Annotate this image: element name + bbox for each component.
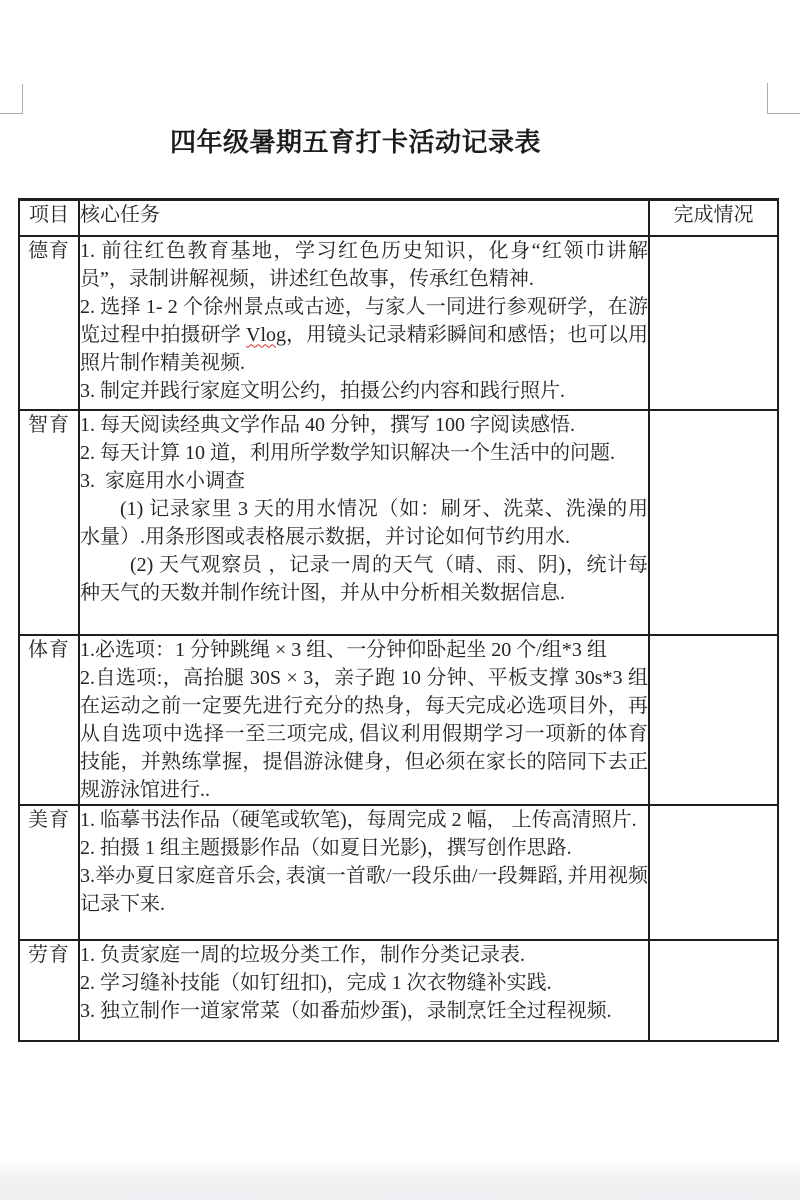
- tasks-cell: [79, 635, 649, 805]
- completion-status-cell: [649, 635, 778, 805]
- table-row: [19, 410, 778, 635]
- task-text: 3. 家庭用水小调查: [80, 469, 245, 492]
- task-text: 3. 制定并践行家庭文明公约，拍摄公约内容和践行照片.: [80, 379, 565, 402]
- table-row: [19, 635, 778, 805]
- task-text: (1) 记录家里 3 天的用水情况（如：刷牙、洗菜、洗澡的用水量）.用条形图或表格展示数据，并讨论如何节约用水.: [80, 497, 648, 548]
- column-header-category: 项目: [19, 200, 79, 236]
- tasks-cell: [79, 236, 649, 410]
- table-header-row: [19, 200, 778, 236]
- task-text: 2.自选项:，高抬腿 30S × 3，亲子跑 10 分钟、平板支撑 30s*3 组在运动之前一定要先进行充分的热身，每天完成必选项目外，再从自选项中选择一至三项完成, 倡议利用假期学习一项新的体育技能，并熟练掌握，提倡游泳健身，但必须在家长的陪同下去正规游泳馆进行..: [80, 666, 648, 801]
- table-row: [19, 236, 778, 410]
- task-text: 1. 临摹书法作品（硬笔或软笔)，每周完成 2 幅， 上传高清照片.: [80, 808, 637, 831]
- task-text: 2. 选择 1- 2 个徐州景点或古迹，与家人一同进行参观研学，在游览过程中拍摄研学 Vlog，用镜头记录精彩瞬间和感悟；也可以用照片制作精美视频.: [80, 295, 648, 374]
- column-header-core-tasks: 核心任务: [79, 200, 649, 236]
- table-row: [19, 805, 778, 940]
- task-text: 3. 独立制作一道家常菜（如番茄炒蛋)，录制烹饪全过程视频.: [80, 999, 612, 1022]
- category-cell: 美育: [19, 805, 79, 940]
- task-text: 2. 学习缝补技能（如钉纽扣)，完成 1 次衣物缝补实践.: [80, 971, 552, 994]
- category-cell: 劳育: [19, 940, 79, 1041]
- spellcheck-underlined-word: Vlog: [246, 323, 286, 346]
- category-cell: 智育: [19, 410, 79, 635]
- table-row: [19, 940, 778, 1041]
- column-header-completion-status: 完成情况: [649, 200, 778, 236]
- tasks-cell: [79, 805, 649, 940]
- category-cell: 体育: [19, 635, 79, 805]
- completion-status-cell: [649, 236, 778, 410]
- task-text: 1. 每天阅读经典文学作品 40 分钟，撰写 100 字阅读感悟.: [80, 413, 575, 436]
- completion-status-cell: [649, 410, 778, 635]
- category-cell: 德育: [19, 236, 79, 410]
- task-text: (2) 天气观察员 ，记录一周的天气（晴、雨、阴)，统计每种天气的天数并制作统计图，并从中分析相关数据信息.: [80, 553, 648, 604]
- task-text: 2. 拍摄 1 组主题摄影作品（如夏日光影)，撰写创作思路.: [80, 836, 572, 859]
- record-table: [18, 198, 779, 1042]
- task-text: 3.举办夏日家庭音乐会, 表演一首歌/一段乐曲/一段舞蹈, 并用视频记录下来.: [80, 864, 648, 915]
- margin-crop-mark-left: [0, 84, 23, 114]
- margin-crop-mark-right: [767, 83, 800, 114]
- tasks-cell: [79, 410, 649, 635]
- task-text: 2. 每天计算 10 道，利用所学数学知识解决一个生活中的问题.: [80, 441, 615, 464]
- tasks-cell: [79, 940, 649, 1041]
- task-text: 1. 前往红色教育基地，学习红色历史知识，化身“红领巾讲解员”，录制讲解视频，讲述红色故事，传承红色精神.: [80, 239, 648, 290]
- page-bottom-shadow: [0, 1160, 800, 1200]
- document-title: 四年级暑期五育打卡活动记录表: [170, 128, 542, 157]
- completion-status-cell: [649, 940, 778, 1041]
- task-text: 1. 负责家庭一周的垃圾分类工作，制作分类记录表.: [80, 943, 525, 966]
- task-text: 1.必选项：1 分钟跳绳 × 3 组、一分钟仰卧起坐 20 个/组*3 组: [80, 638, 607, 661]
- record-table-body: [19, 236, 778, 1041]
- completion-status-cell: [649, 805, 778, 940]
